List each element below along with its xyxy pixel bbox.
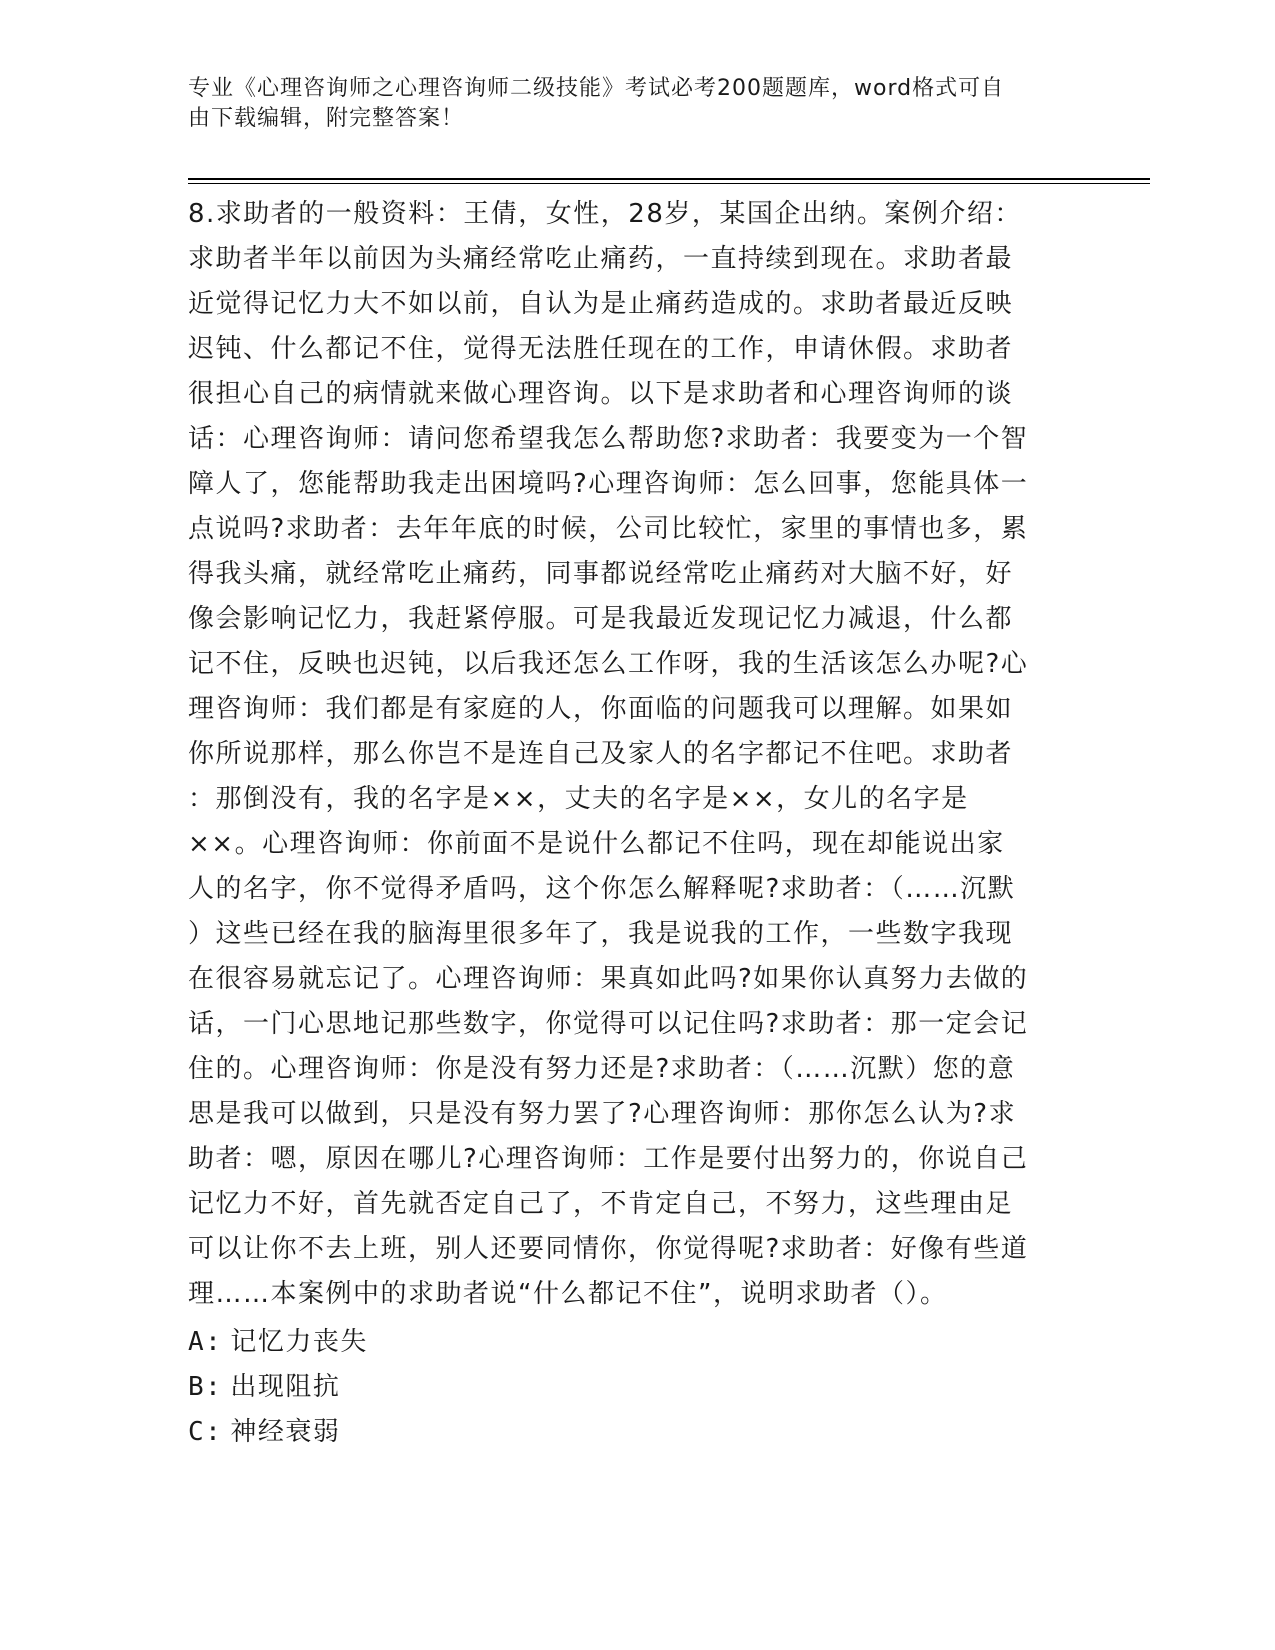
header-line: 专业《心理咨询师之心理咨询师二级技能》考试必考200题题库，word格式可自 xyxy=(188,76,1005,101)
option-letter: C: xyxy=(188,1417,223,1447)
question-line: ：那倒没有，我的名字是××，丈夫的名字是××，女儿的名字是 xyxy=(188,784,969,814)
question-line: 住的。心理咨询师：你是没有努力还是?求助者：（……沉默）您的意 xyxy=(188,1054,1016,1084)
question-line: 话，一门心思地记那些数字，你觉得可以记住吗?求助者：那一定会记 xyxy=(188,1009,1029,1039)
option-a xyxy=(188,1320,1088,1365)
question-line: 记不住，反映也迟钝，以后我还怎么工作呀，我的生活该怎么办呢?心 xyxy=(188,649,1029,679)
question-line: 迟钝、什么都记不住，觉得无法胜任现在的工作，申请休假。求助者 xyxy=(188,334,1014,364)
question-line: 在很容易就忘记了。心理咨询师：果真如此吗?如果你认真努力去做的 xyxy=(188,964,1029,994)
option-text: 出现阻抗 xyxy=(230,1372,341,1402)
option-letter: A: xyxy=(188,1327,223,1357)
question-line: ）这些已经在我的脑海里很多年了，我是说我的工作，一些数字我现 xyxy=(188,919,1014,949)
question-line: 你所说那样，那么你岂不是连自己及家人的名字都记不住吧。求助者 xyxy=(188,739,1014,769)
option-b xyxy=(188,1365,1088,1410)
question-line: 点说吗?求助者：去年年底的时候，公司比较忙，家里的事情也多，累 xyxy=(188,514,1029,544)
question-line: 思是我可以做到，只是没有努力罢了?心理咨询师：那你怎么认为?求 xyxy=(188,1099,1017,1129)
question-line: 像会影响记忆力，我赶紧停服。可是我最近发现记忆力减退，什么都 xyxy=(188,604,1014,634)
option-text: 神经衰弱 xyxy=(230,1417,341,1447)
option-c xyxy=(188,1410,1088,1455)
header-divider-thin xyxy=(188,183,1150,184)
question-line: 8.求助者的一般资料：王倩，女性，28岁，某国企出纳。案例介绍： xyxy=(188,199,1022,229)
question-line: 理咨询师：我们都是有家庭的人，你面临的问题我可以理解。如果如 xyxy=(188,694,1014,724)
question-line: 障人了，您能帮助我走出困境吗?心理咨询师：怎么回事，您能具体一 xyxy=(188,469,1029,499)
question-line: 记忆力不好，首先就否定自己了，不肯定自己，不努力，这些理由足 xyxy=(188,1189,1014,1219)
question-line: 话：心理咨询师：请问您希望我怎么帮助您?求助者：我要变为一个智 xyxy=(188,424,1029,454)
question-line: ××。心理咨询师：你前面不是说什么都记不住吗，现在却能说出家 xyxy=(188,829,1005,859)
question-line: 人的名字，你不觉得矛盾吗，这个你怎么解释呢?求助者：（……沉默 xyxy=(188,874,1016,904)
question-text xyxy=(188,192,1088,1317)
question-line: 可以让你不去上班，别人还要同情你，你觉得呢?求助者：好像有些道 xyxy=(188,1234,1029,1264)
answer-options xyxy=(188,1320,1088,1455)
document-header xyxy=(188,74,1068,134)
question-line: 助者：嗯，原因在哪儿?心理咨询师：工作是要付出努力的，你说自己 xyxy=(188,1144,1029,1174)
header-divider-thick xyxy=(188,178,1150,180)
question-line: 很担心自己的病情就来做心理咨询。以下是求助者和心理咨询师的谈 xyxy=(188,379,1014,409)
option-letter: B: xyxy=(188,1372,223,1402)
question-line: 得我头痛，就经常吃止痛药，同事都说经常吃止痛药对大脑不好，好 xyxy=(188,559,1014,589)
question-line: 近觉得记忆力大不如以前，自认为是止痛药造成的。求助者最近反映 xyxy=(188,289,1014,319)
question-line: 理……本案例中的求助者说“什么都记不住”，说明求助者（）。 xyxy=(188,1279,948,1309)
header-line: 由下载编辑，附完整答案！ xyxy=(188,106,465,131)
option-text: 记忆力丧失 xyxy=(230,1327,368,1357)
question-line: 求助者半年以前因为头痛经常吃止痛药，一直持续到现在。求助者最 xyxy=(188,244,1014,274)
